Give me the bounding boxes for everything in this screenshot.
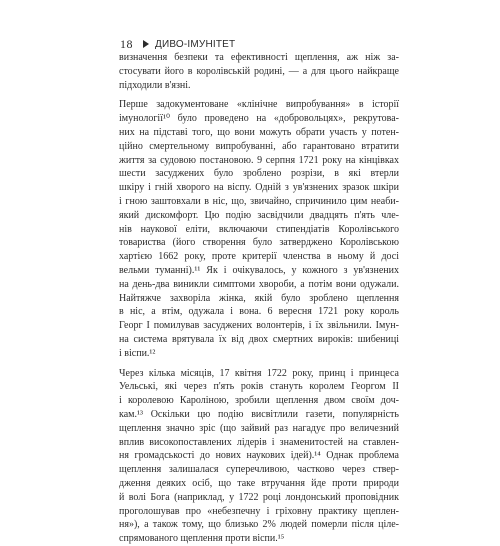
text-line: ційно смертельному випробуванні, або гарантовано втратити [119,140,399,152]
text-line: Через кілька місяців, 17 квітня 1722 року, принц і принцеса [119,367,399,379]
text-line: проголошував про «небезпечну і гріховну практику щеплен- [119,505,399,517]
running-title: ДИВО-ІМУНІТЕТ [155,38,236,50]
text-line: ня громадськості до нових наукових ідей).¹⁴ Однак проблема [119,450,399,462]
text-line: ня»), а також тому, що близько 2% людей померли після ціле- [119,519,399,531]
text-line: вплив високопоставлених лідерів і знаменитостей на ставлен- [119,436,399,448]
text-line: шкіру і гній хворого на віспу. Одній з ув'язнених зразок шкіри [119,182,399,194]
text-line: щеплення залишалася суперечливою, частково через ствер- [119,464,399,476]
text-line: Уельські, які через п'ять років стануть королем Георгом II [119,381,399,393]
page-number: 18 [120,36,133,51]
text-line: товариства (його створення було затверджено Королівською [119,237,399,249]
text-line: й волі Бога (наприклад, у 1722 році лондонський проповідник [119,491,399,503]
text-line: визначення безпеки та ефективності щеплення, аж ніж за- [119,52,399,63]
text-line: на система врятувала їх від двох смертних вироків: шибениці [119,333,399,345]
text-line: і королевою Кароліною, зробили щеплення двом своїм доч- [119,395,399,407]
text-line: який дискомфорт. Цю подію засвідчили двадцять п'ять чле- [119,209,399,221]
text-line: шести засуджених було зроблено розрізи, в які втерли [119,168,399,180]
text-line: вельми туманні).¹¹ Як і очікувалось, у кожного з ув'язнених [119,264,399,276]
triangle-arrow-icon [143,40,149,48]
text-line: стосувати його в королівській родині, — а для цього найкраще [119,65,399,77]
text-line: імунології¹⁰ було проведено на «добровольцях», рекрутова- [119,113,399,125]
text-line: підходили в'язні. [119,79,191,91]
text-line: і гною заштовхали в ніс, що, звичайно, спричинило цим неаби- [119,195,399,207]
text-line: в ніс, а втім, одужала і вона. 6 вересня 1721 року король [119,306,399,318]
text-line: і віспи.¹² [119,347,156,359]
text-line: спрямованого щеплення проти віспи.¹⁵ [119,533,285,545]
text-line: нів наукової еліти, включаючи стипендіатів Королівського [119,223,399,235]
text-line: хартією 1662 року, проте критерії членства в ньому й досі [119,251,399,263]
text-line: Найтяжче захворіла жінка, якій було зроблено щеплення [119,292,399,304]
text-line: Георг I помилував засуджених волонтерів, і їх звільнили. Імун- [119,320,399,332]
text-line: щеплення значно зріс (що зайвий раз нагадує про величезний [119,422,399,434]
text-line: дження деяких осіб, що таке втручання йде проти природи [119,477,399,489]
text-line: них на підставі того, що вони можуть обрати участь у потен- [119,126,399,138]
text-line: життя за судовою постановою. 9 серпня 1721 року на кінцівках [119,154,399,166]
text-line: на день-два виникли симптоми хвороби, а потім вони одужали. [119,278,399,290]
text-line: кам.¹³ Оскільки цю подію висвітлили газети, популярність [119,408,399,420]
text-line: Перше задокументоване «клінічне випробування» в історії [119,99,399,111]
body-text [119,51,399,546]
running-header [120,37,420,51]
